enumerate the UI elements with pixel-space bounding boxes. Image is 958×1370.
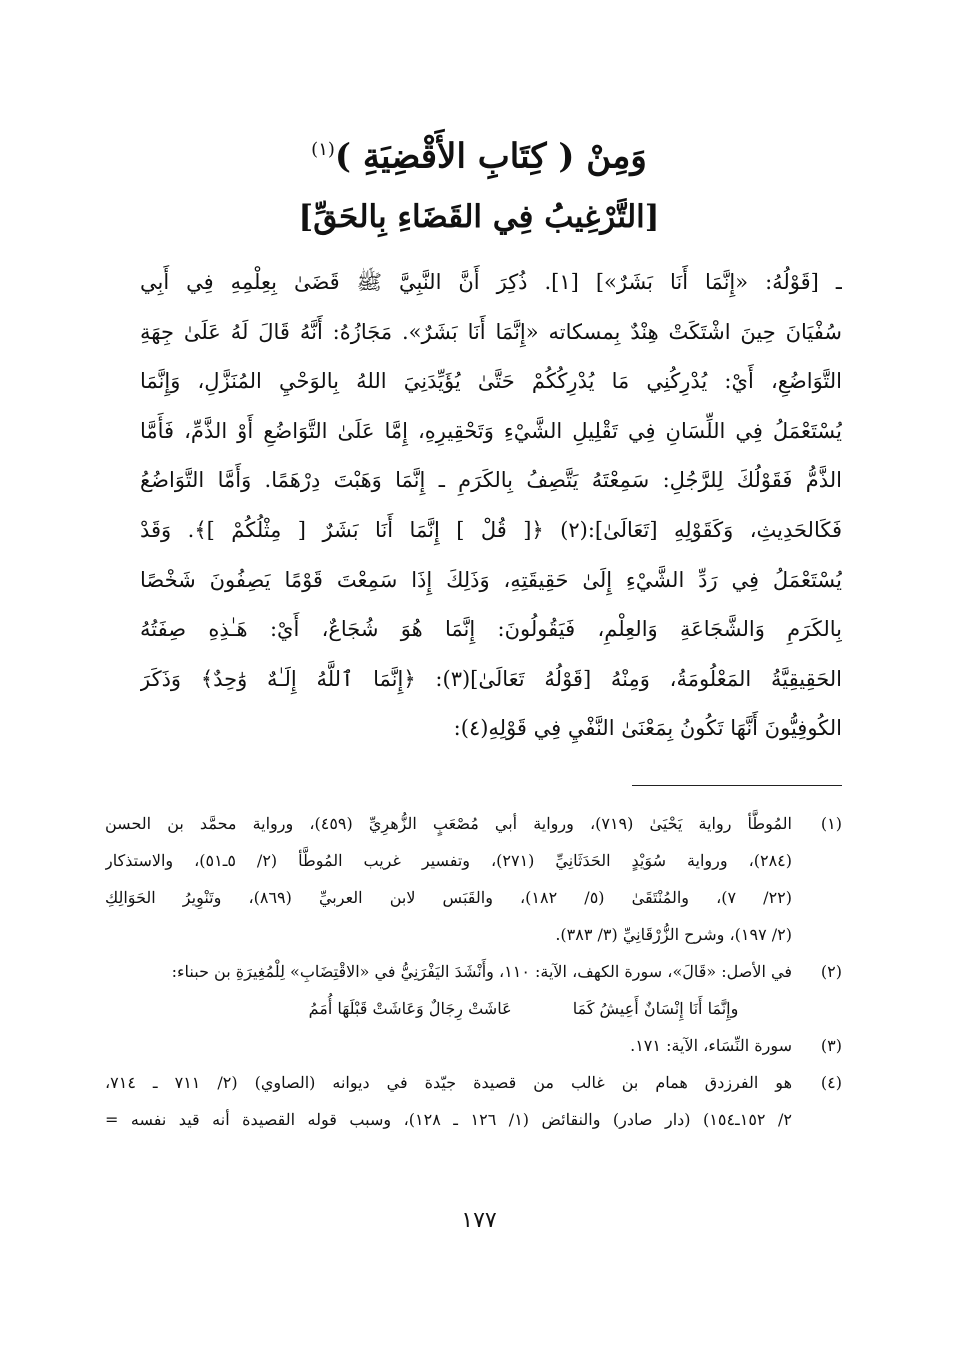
section-subtitle: [التَّرْغِيبُ فِي القَضَاءِ بِالحَقِّ] — [298, 199, 660, 235]
footnote-number: (١) — [820, 814, 842, 833]
chapter-title — [0, 128, 958, 178]
body-line: بِالكَرَمِ وَالشَّجَاعَةِ وَالعِلْمِ، فَيَقُولُونَ: إِنَّمَا هُوَ شُجَاعٌ، أَيْ: هَـٰذِهِ صِفَتُهُ — [140, 617, 842, 642]
footnote-line: المُوطَّأ رواية يَحْيَىٰ (٧١٩)، ورواية أبي مُصْعَبٍ الزُّهرِيِّ (٤٥٩)، ورواية محمَّد بن الحسن — [105, 814, 792, 833]
verse-second-hemistich: عَاشَتْ رِجَالٌ وَعَاشَتْ قَبْلَهَا أُمَمُ — [308, 999, 512, 1018]
footnote-number: (٣) — [820, 1036, 842, 1055]
chapter-title-footnote-marker: (١) — [311, 139, 335, 160]
footnote — [105, 953, 842, 1027]
footnote-line: (٢٨٤)، ورواية سُوَيْدٍ الحَدَثَانِيِّ (٢٧١)، وتفسير غريب المُوطَّأ (٢/ ٥ـ٥١)، والاستذكار — [105, 851, 792, 870]
footnote-separator — [632, 785, 842, 786]
body-line: الحَقِيقِيَّةُ المَعْلُومَةُ، وَمِنْهُ [قَوْلُهُ تَعَالَىٰ](٣): ﴿إِنَّمَا ٱللَّهُ إِلَـٰهٌ وَٰحِدٌ﴾ وَذَكَرَ — [140, 666, 842, 691]
chapter-title-text: وَمِنْ ( كِتَابِ الأَقْضِيَةِ ) — [334, 136, 647, 177]
footnote-line: هو الفرزدق همام بن غالب من قصيدة جيّدة في ديوانه (الصاوي) (٢/ ٧١١ ـ ٧١٤، — [105, 1073, 792, 1092]
body-line: يُسْتَعْمَلُ فِي اللِّسَانِ فِي تَقْلِيلِ الشَّيْءِ وَتَحْقِيرِهِ، إِمَّا عَلَىٰ التَّوَاضُعِ أَوْ الذَّمِّ، فَأَمَّا — [140, 418, 842, 443]
footnote — [105, 1027, 842, 1064]
footnote-line: ٢/ ١٥٢ـ١٥٤) (دار صادر) والنقائض (١/ ١٢٦ ـ ١٢٨)، وسبب قوله القصيدة أنه قيد نفسه = — [105, 1110, 792, 1129]
footnote-number: (٤) — [820, 1073, 842, 1092]
footnote-line: (٢/ ١٩٧)، وشرح الزُّرْقَانِيِّ (٣/ ٣٨٣). — [555, 925, 792, 944]
body-line: فَكَالحَدِيثِ، وَكَقَوْلِهِ [تَعَالَىٰ]:(٢) ﴿[ قُلْ ] إِنَّمَا أَنَا بَشَرٌ [ مِثْلُكُمْ ]﴾. وَقَدْ — [140, 517, 842, 542]
body-line: التَّوَاضُعِ، أَيْ: يُدْرِكُنِي مَا يُدْرِكُكُمْ حَتَّىٰ يُؤَيِّدَنِيَ اللهُ بِالوَحْيِ المُنَزَّلِ، وَإِنَّمَا — [140, 369, 842, 394]
body-line: الذَّمُّ فَقَوْلُكَ لِلرَّجُلِ: سَمِعْتَهُ يَتَّصِفُ بِالكَرَمِ ـ إِنَّمَا وَهَبْتَ دِرْهَمًا. وَأَمَّا التَّوَاضُعُ — [140, 468, 842, 493]
footnote-line: سورة النِّسَاء، الآية: ١٧١. — [630, 1036, 792, 1055]
body-line: الكُوفِيُّونَ أَنَّهَا تَكُونُ بِمَعْنَىٰ النَّفْيِ فِي قَوْلِهِ(٤): — [453, 716, 842, 741]
footnote-number: (٢) — [820, 962, 842, 981]
footnotes — [105, 805, 842, 1138]
body-line: يُسْتَعْمَلُ فِي رَدِّ الشَّيْءِ إِلَىٰ حَقِيقَتِهِ، وَذَلِكَ إِذَا سَمِعْتَ قَوْمًا يَصِفُونَ شَخْصًا — [140, 567, 842, 592]
footnote — [105, 1064, 842, 1138]
body-line: ـ [قَوْلُهُ: «إِنَّمَا أَنَا بَشَرٌ»] [١]. ذُكِرَ أَنَّ النَّبِيَّ ﷺ قَضَىٰ بِعِلْمِهِ فِي أَبِي — [140, 270, 842, 294]
body-line: سُفْيَانَ حِينَ اشْتَكَتْ هِنْدٌ بِمسكاته «إِنَّمَا أَنَا بَشَرٌ». مَجَازُهُ: أَنَّهُ قَالَ لَهُ عَلَىٰ جِهَةِ — [140, 319, 842, 344]
footnote-line: (٢٢/ ٧)، والمُنْتَقَىٰ (٥/ ١٨٢)، والقَبَس لابن العربيِّ (٨٦٩)، وتَنْوِيرُ الحَوَالِكِ — [105, 888, 792, 907]
verse-first-hemistich: وإِنَّمَا أَنَا إِنْسَانٌ أَعِيشُ كَمَا — [572, 999, 739, 1018]
page-number: ١٧٧ — [461, 1208, 497, 1233]
main-text — [140, 258, 842, 754]
poem-verse — [105, 990, 792, 1027]
footnote — [105, 805, 842, 953]
footnote-line: في الأصل: «قَالَ»، سورة الكهف، الآية: ١١٠، وأَنْشَدَ اليَفْرَنِيُّ في «الاقْتِضَابِ» لِلْمُغِيرَةِ بن حبناء: — [171, 962, 792, 981]
